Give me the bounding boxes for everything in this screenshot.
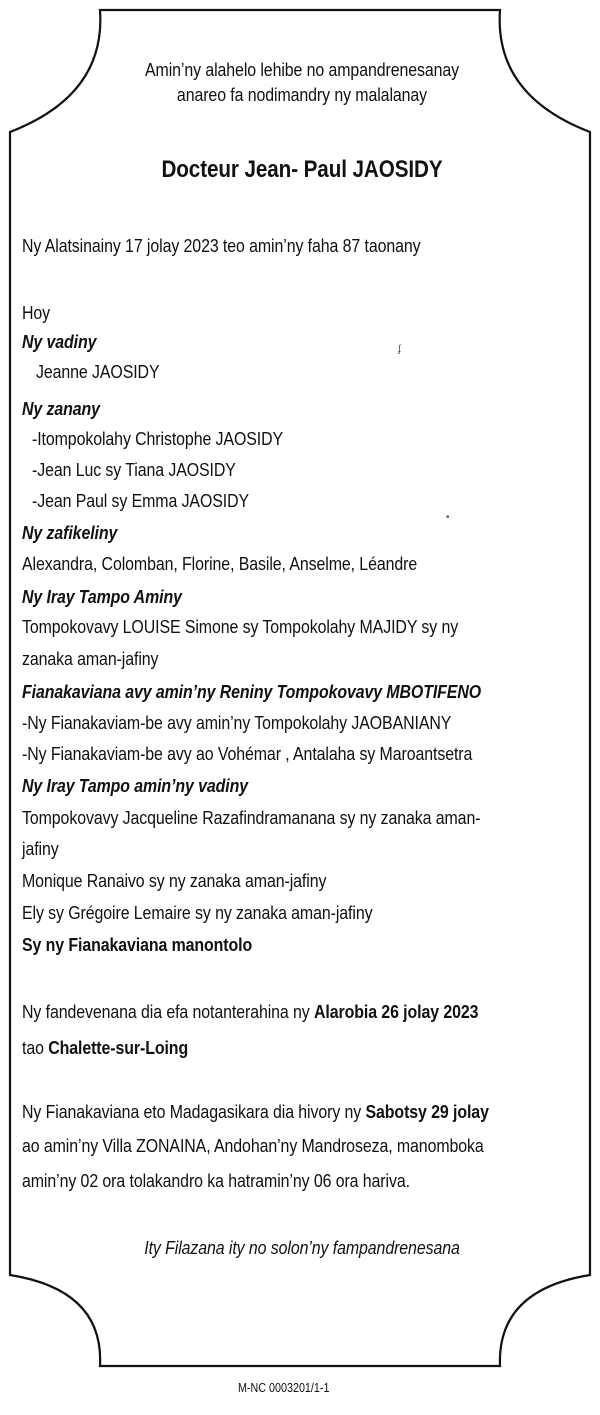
grandchildren-list: Alexandra, Colomban, Florine, Basile, Anselme, Léandre <box>22 553 418 574</box>
spouse-siblings-line-4: Ely sy Grégoire Lemaire sy ny zanaka aman-jafiny <box>22 902 373 923</box>
spouse-siblings-line-2: jafiny <box>22 838 59 859</box>
siblings-line-1: Tompokovavy LOUISE Simone sy Tompokolahy MAJIDY sy ny <box>22 616 459 637</box>
funeral-date: Alarobia 26 jolay 2023 <box>314 1001 479 1022</box>
closing-family: Sy ny Fianakaviana manontolo <box>22 934 253 955</box>
children-heading: Ny zanany <box>22 398 100 419</box>
deceased-name: Docteur Jean- Paul JAOSIDY <box>161 156 443 183</box>
death-notice: Ny Alatsinainy 17 jolay 2023 teo amin’ny faha 87 taonany <box>22 235 421 256</box>
child-item: -Itompokolahy Christophe JAOSIDY <box>32 428 284 449</box>
funeral-place: Chalette-sur-Loing <box>48 1037 189 1058</box>
print-speck: • <box>446 512 450 523</box>
funeral-line-2 <box>22 1037 188 1059</box>
gathering-line-1 <box>22 1101 489 1123</box>
maternal-family-item: -Ny Fianakaviam-be avy ao Vohémar , Antalaha sy Maroantsetra <box>22 743 473 764</box>
child-item: -Jean Luc sy Tiana JAOSIDY <box>32 459 236 480</box>
gathering-text: Ny Fianakaviana eto Madagasikara dia hivory ny <box>22 1101 366 1122</box>
gathering-date: Sabotsy 29 jolay <box>365 1101 489 1122</box>
reference-code: M-NC 0003201/1-1 <box>238 1381 330 1395</box>
maternal-family-item: -Ny Fianakaviam-be avy amin’ny Tompokolahy JAOBANIANY <box>22 712 452 733</box>
header-line-2: anareo fa nodimandry ny malalanay <box>176 84 428 105</box>
family-intro: Hoy <box>22 302 51 323</box>
gathering-line-3: amin’ny 02 ora tolakandro ka hatramin’ny 06 ora hariva. <box>22 1170 410 1191</box>
print-speck: ʄ <box>398 344 401 355</box>
grandchildren-heading: Ny zafikeliny <box>22 522 118 543</box>
child-item: -Jean Paul sy Emma JAOSIDY <box>32 490 250 511</box>
spouse-heading: Ny vadiny <box>22 331 97 352</box>
spouse-siblings-heading: Ny Iray Tampo amin’ny vadiny <box>22 775 249 796</box>
spouse-siblings-line-3: Monique Ranaivo sy ny zanaka aman-jafiny <box>22 870 327 891</box>
funeral-place-prefix: tao <box>22 1037 49 1058</box>
funeral-text: Ny fandevenana dia efa notanterahina ny <box>22 1001 315 1022</box>
siblings-line-2: zanaka aman-jafiny <box>22 648 159 669</box>
obituary-notice <box>22 0 582 1415</box>
spouse-name: Jeanne JAOSIDY <box>36 361 160 382</box>
closing-statement: Ity Filazana ity no solon’ny fampandrenesana <box>144 1237 460 1258</box>
gathering-line-2: ao amin’ny Villa ZONAINA, Andohan’ny Mandroseza, manomboka <box>22 1135 484 1156</box>
spouse-siblings-line-1: Tompokovavy Jacqueline Razafindramanana sy ny zanaka aman- <box>22 807 481 828</box>
siblings-heading: Ny Iray Tampo Aminy <box>22 586 182 607</box>
header-line-1: Amin’ny alahelo lehibe no ampandrenesanay <box>144 59 460 80</box>
maternal-family-heading: Fianakaviana avy amin’ny Reniny Tompokovavy MBOTIFENO <box>22 681 482 702</box>
funeral-line-1 <box>22 1001 478 1023</box>
